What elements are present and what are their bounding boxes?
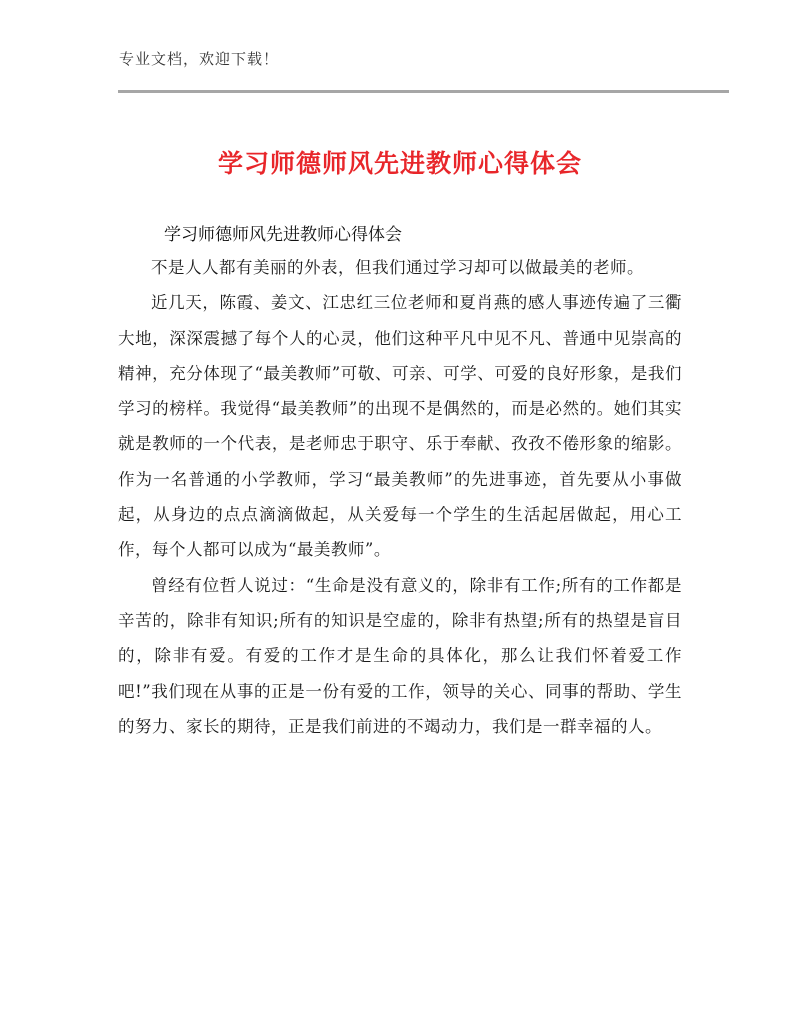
document-title: 学习师德师风先进教师心得体会 [217,149,582,178]
paragraph-intro: 不是人人都有美丽的外表，但我们通过学习却可以做最美的老师。 [151,258,644,277]
document-body [118,220,682,744]
header-divider [118,90,729,93]
header-note: 专业文档，欢迎下载！ [119,50,280,68]
paragraph-philosopher-quote: 曾经有位哲人说过：“生命是没有意义的，除非有工作;所有的工作都是辛苦的，除非有知识;所有的知识是空虚的，除非有热望;所有的热望是盲目的，除非有爱。有爱的工作才是生命的具体化，那么让我们怀着爱工作吧!”我们现在从事的正是一份有爱的工作，领导的关心、同事的帮助、学生的努力、家长的期待，正是我们前进的不竭动力，我们是一群幸福的人。 [118,575,682,736]
paragraph-role-models: 近几天，陈霞、姜文、江忠红三位老师和夏肖燕的感人事迹传遍了三衢大地，深深震撼了每个人的心灵，他们这种平凡中见不凡、普通中见崇高的精神，充分体现了“最美教师”可敬、可亲、可学、可爱的良好形象，是我们学习的榜样。我觉得“最美教师”的出现不是偶然的，而是必然的。她们其实就是教师的一个代表，是老师忠于职守、乐于奉献、孜孜不倦形象的缩影。作为一名普通的小学教师，学习“最美教师”的先进事迹，首先要从小事做起，从身边的点点滴滴做起，从关爱每一个学生的生活起居做起，用心工作，每个人都可以成为“最美教师”。 [118,293,682,560]
document-subtitle: 学习师德师风先进教师心得体会 [164,225,402,245]
